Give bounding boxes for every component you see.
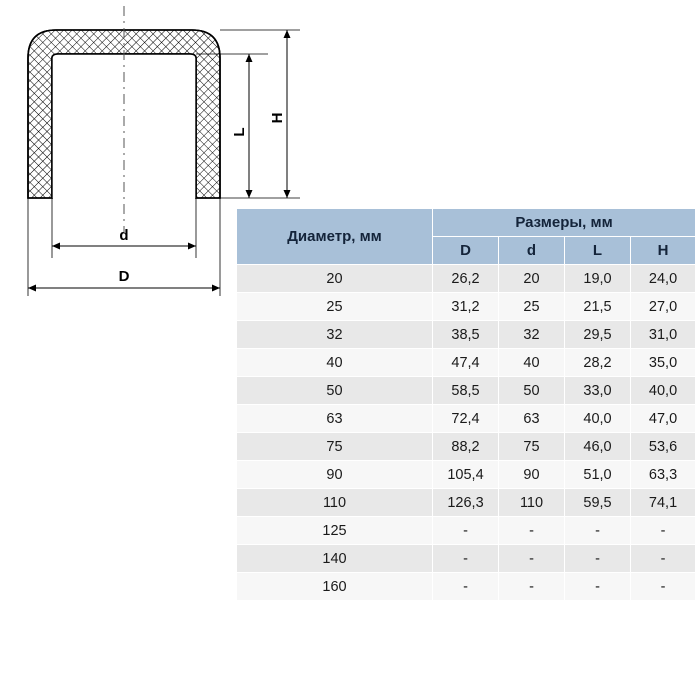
cell-H: - (631, 545, 695, 573)
table-row (237, 433, 695, 461)
cell-L: 29,5 (565, 321, 631, 349)
column-header-sizes-group: Размеры, мм (433, 209, 695, 237)
cell-diameter: 125 (237, 517, 433, 545)
dimension-d (52, 227, 196, 250)
cell-d: 90 (499, 461, 565, 489)
dimension-L (231, 54, 253, 198)
dimension-D (28, 268, 220, 292)
cell-L: 51,0 (565, 461, 631, 489)
cell-L: - (565, 573, 631, 601)
cell-H: 74,1 (631, 489, 695, 517)
column-header-L: L (565, 237, 631, 265)
cell-H: 63,3 (631, 461, 695, 489)
cell-D: 126,3 (433, 489, 499, 517)
dimensions-table-wrapper (236, 208, 695, 601)
column-header-H: H (631, 237, 695, 265)
cell-diameter: 90 (237, 461, 433, 489)
table-row (237, 265, 695, 293)
cell-D: 88,2 (433, 433, 499, 461)
cell-d: - (499, 573, 565, 601)
table-row (237, 517, 695, 545)
table-row (237, 461, 695, 489)
cell-d: 75 (499, 433, 565, 461)
cell-D: 47,4 (433, 349, 499, 377)
table-row (237, 405, 695, 433)
cell-L: 21,5 (565, 293, 631, 321)
cell-diameter: 110 (237, 489, 433, 517)
column-header-diameter: Диаметр, мм (237, 209, 433, 265)
dimension-H (269, 30, 291, 198)
cell-D: - (433, 545, 499, 573)
cell-D: 58,5 (433, 377, 499, 405)
cell-d: 20 (499, 265, 565, 293)
table-row (237, 377, 695, 405)
table-row (237, 321, 695, 349)
table-row (237, 545, 695, 573)
table-row (237, 489, 695, 517)
cell-d: 32 (499, 321, 565, 349)
cell-H: 40,0 (631, 377, 695, 405)
dimension-label-d: d (119, 227, 129, 244)
cell-H: 53,6 (631, 433, 695, 461)
cell-d: - (499, 545, 565, 573)
cell-D: 105,4 (433, 461, 499, 489)
cell-D: 26,2 (433, 265, 499, 293)
cell-H: 47,0 (631, 405, 695, 433)
dimension-label-L: L (231, 127, 248, 137)
table-row (237, 293, 695, 321)
cell-diameter: 25 (237, 293, 433, 321)
cell-diameter: 20 (237, 265, 433, 293)
cell-D: 38,5 (433, 321, 499, 349)
cell-D: - (433, 573, 499, 601)
cell-diameter: 160 (237, 573, 433, 601)
cell-L: 59,5 (565, 489, 631, 517)
cell-L: 33,0 (565, 377, 631, 405)
cell-L: 46,0 (565, 433, 631, 461)
cell-H: 35,0 (631, 349, 695, 377)
cell-L: - (565, 545, 631, 573)
table-header-row-1 (237, 209, 695, 237)
cell-diameter: 63 (237, 405, 433, 433)
cell-d: - (499, 517, 565, 545)
cell-H: - (631, 573, 695, 601)
cell-D: 31,2 (433, 293, 499, 321)
table-header (237, 209, 695, 265)
cell-d: 63 (499, 405, 565, 433)
dimensions-table (236, 208, 695, 601)
dimension-label-D: D (118, 268, 130, 285)
column-header-D: D (433, 237, 499, 265)
cell-D: 72,4 (433, 405, 499, 433)
cell-L: 28,2 (565, 349, 631, 377)
table-row (237, 573, 695, 601)
cell-D: - (433, 517, 499, 545)
cell-d: 50 (499, 377, 565, 405)
table-body (237, 265, 695, 601)
cell-d: 25 (499, 293, 565, 321)
table-row (237, 349, 695, 377)
cell-H: - (631, 517, 695, 545)
cell-L: 40,0 (565, 405, 631, 433)
cell-L: - (565, 517, 631, 545)
cell-diameter: 140 (237, 545, 433, 573)
cell-diameter: 50 (237, 377, 433, 405)
cell-d: 110 (499, 489, 565, 517)
column-header-d: d (499, 237, 565, 265)
cell-H: 27,0 (631, 293, 695, 321)
dimension-label-H: H (269, 112, 286, 124)
cell-H: 24,0 (631, 265, 695, 293)
cell-L: 19,0 (565, 265, 631, 293)
cell-diameter: 32 (237, 321, 433, 349)
cell-diameter: 75 (237, 433, 433, 461)
cell-d: 40 (499, 349, 565, 377)
cell-diameter: 40 (237, 349, 433, 377)
cell-H: 31,0 (631, 321, 695, 349)
